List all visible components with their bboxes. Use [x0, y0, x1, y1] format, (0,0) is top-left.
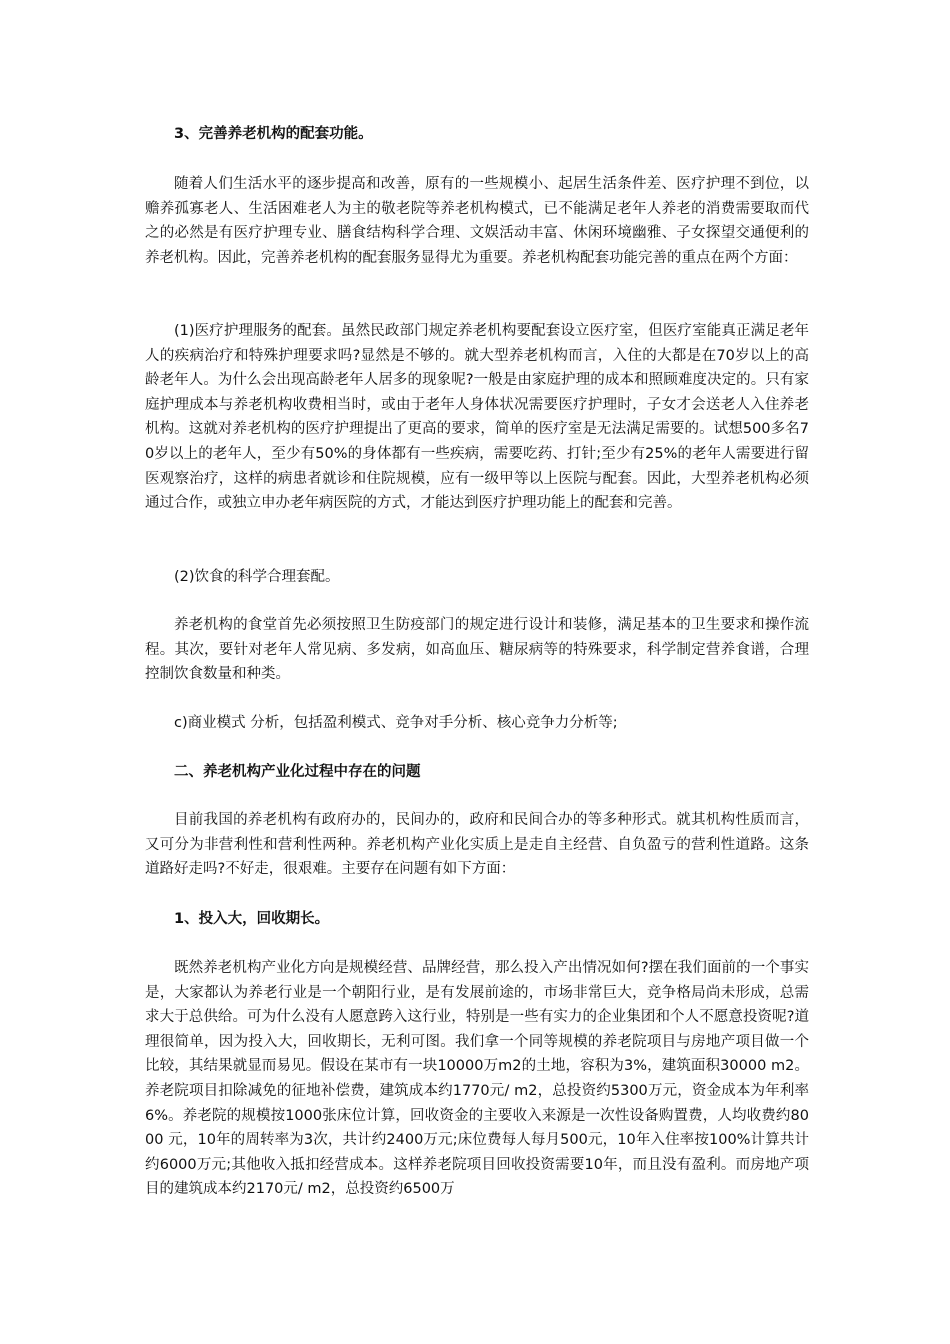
paragraph-canteen: 养老机构的食堂首先必须按照卫生防疫部门的规定进行设计和装修，满足基本的卫生要求和操作流程。其次，要针对老年人常见病、多发病，如高血压、糖尿病等的特殊要求，科学制定营养食谱，合理控制饮食数量和种类。	[145, 617, 809, 683]
section-heading-investment: 1、投入大，回收期长。	[174, 911, 330, 927]
paragraph-medical-care: (1)医疗护理服务的配套。虽然民政部门规定养老机构要配套设立医疗室，但医疗室能真正满足老年人的疾病治疗和特殊护理要求吗?显然是不够的。就大型养老机构而言，入住的大都是在70岁以上的高龄老年人。为什么会出现高龄老年人居多的现象呢?一般是由家庭护理的成本和照顾难度决定的。只有家庭护理成本与养老机构收费相当时，或由于老年人身体状况需要医疗护理时，子女才会送老人入住养老机构。这就对养老机构的医疗护理提出了更高的要求，简单的医疗室是无法满足需要的。试想500多名70岁以上的老年人，至少有50%的身体都有一些疾病，需要吃药、打针;至少有25%的老年人需要进行留医观察治疗，这样的病患者就诊和住院规模，应有一级甲等以上医院与配套。因此，大型养老机构必须通过合作，或独立申办老年病医院的方式，才能达到医疗护理功能上的配套和完善。	[145, 323, 809, 512]
section-heading-problems: 二、养老机构产业化过程中存在的问题	[174, 764, 421, 780]
section-heading-3: 3、完善养老机构的配套功能。	[174, 126, 373, 142]
paragraph-investment-analysis: 既然养老机构产业化方向是规模经营、品牌经营，那么投入产出情况如何?摆在我们面前的一个事实是，大家都认为养老行业是一个朝阳行业，是有发展前途的，市场非常巨大，竞争格局尚未形成，总需求大于总供给。可为什么没有人愿意跨入这行业，特别是一些有实力的企业集团和个人不愿意投资呢?道理很简单，因为投入大，回收期长，无利可图。我们拿一个同等规模的养老院项目与房地产项目做一个比较，其结果就显而易见。假设在某市有一块10000万m2的土地，容积为3%，建筑面积30000 m2。养老院项目扣除减免的征地补偿费，建筑成本约1770元/ m2，总投资约5300万元，资金成本为年利率6%。养老院的规模按1000张床位计算，回收资金的主要收入来源是一次性设备购置费，人均收费约8000 元，10年的周转率为3次，共计约2400万元;床位费每人每月500元，10年入住率按100%计算共计约6000万元;其他收入抵扣经营成本。这样养老院项目回收投资需要10年，而且没有盈利。而房地产项目的建筑成本约2170元/ m2，总投资约6500万	[145, 960, 809, 1198]
paragraph-problems-intro: 目前我国的养老机构有政府办的，民间办的，政府和民间合办的等多种形式。就其机构性质而言，又可分为非营利性和营利性两种。养老机构产业化实质上是走自主经营、自负盈亏的营利性道路。这条道路好走吗?不好走，很艰难。主要存在问题有如下方面：	[145, 812, 809, 878]
paragraph-business-model: c)商业模式 分析，包括盈利模式、竞争对手分析、核心竞争力分析等;	[174, 715, 618, 731]
paragraph-improvement-intro: 随着人们生活水平的逐步提高和改善，原有的一些规模小、起居生活条件差、医疗护理不到位，以赡养孤寡老人、生活困难老人为主的敬老院等养老机构模式，已不能满足老年人养老的消费需要取而代之的必然是有医疗护理专业、膳食结构科学合理、文娱活动丰富、休闲环境幽雅、子女探望交通便利的养老机构。因此，完善养老机构的配套服务显得尤为重要。养老机构配套功能完善的重点在两个方面：	[145, 176, 809, 266]
paragraph-diet-title: (2)饮食的科学合理套配。	[174, 569, 340, 585]
